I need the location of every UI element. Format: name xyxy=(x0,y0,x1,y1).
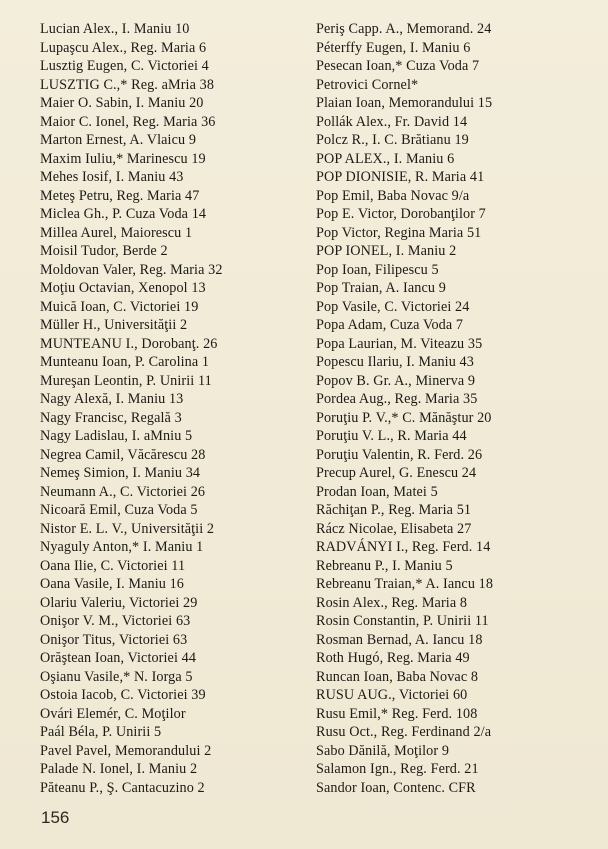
directory-entry: Petrovici Cornel* xyxy=(316,76,419,93)
directory-entry: Ostoia Iacob, C. Victoriei 39 xyxy=(40,687,206,703)
directory-entry: Maxim Iuliu,* Marinescu 19 xyxy=(40,150,206,167)
directory-entry: Nemeş Simion, I. Maniu 34 xyxy=(40,465,201,481)
directory-entry: RUSU AUG., Victoriei 60 xyxy=(316,687,468,703)
directory-entry: Maier O. Sabin, I. Maniu 20 xyxy=(40,95,204,111)
directory-entry: Rosman Bernad, A. Iancu 18 xyxy=(316,631,483,648)
directory-entry: Negrea Camil, Văcărescu 28 xyxy=(40,446,206,463)
directory-entry: Munteanu Ioan, P. Carolina 1 xyxy=(40,354,210,370)
directory-entry: Prodan Ioan, Matei 5 xyxy=(316,483,438,500)
directory-entry: RADVÁNYI I., Reg. Ferd. 14 xyxy=(316,539,491,555)
directory-entry: Lusztig Eugen, C. Victoriei 4 xyxy=(40,58,209,74)
directory-entry: Salamon Ign., Reg. Ferd. 21 xyxy=(316,761,479,777)
directory-entry: Răchiţan P., Reg. Maria 51 xyxy=(316,502,472,518)
directory-entry: Miclea Gh., P. Cuza Voda 14 xyxy=(40,206,207,222)
directory-entry: Nicoară Emil, Cuza Voda 5 xyxy=(40,502,198,518)
directory-entry: MUNTEANU I., Dorobanţ. 26 xyxy=(40,335,218,352)
directory-entry: Sabo Dănilă, Moţilor 9 xyxy=(316,742,450,759)
directory-entry: Păteanu P., Ş. Cantacuzino 2 xyxy=(40,779,205,796)
directory-entry: Maior C. Ionel, Reg. Maria 36 xyxy=(40,113,216,130)
directory-entry: Oana Ilie, C. Victoriei 11 xyxy=(40,557,186,574)
directory-entry: Moţiu Octavian, Xenopol 13 xyxy=(40,280,206,296)
directory-entry: Popov B. Gr. A., Minerva 9 xyxy=(316,372,476,389)
directory-entry: Onişor V. M., Victoriei 63 xyxy=(40,613,191,629)
directory-entry: Neumann A., C. Victoriei 26 xyxy=(40,483,206,500)
directory-entry: Pop Ioan, Filipescu 5 xyxy=(316,261,439,278)
directory-entry: Pop Traian, A. Iancu 9 xyxy=(316,280,446,296)
directory-entry: Mehes Iosif, I. Maniu 43 xyxy=(40,169,184,185)
directory-entry: Pordea Aug., Reg. Maria 35 xyxy=(316,391,478,407)
directory-entry: Pop Vasile, C. Victoriei 24 xyxy=(316,298,470,315)
directory-entry: Moldovan Valer, Reg. Maria 32 xyxy=(40,261,223,278)
right-column xyxy=(316,20,588,797)
directory-entry: Nagy Francisc, Regală 3 xyxy=(40,409,182,426)
directory-entry: Rácz Nicolae, Elisabeta 27 xyxy=(316,520,472,537)
directory-entry: Rosin Alex., Reg. Maria 8 xyxy=(316,594,468,611)
directory-entry: Nyaguly Anton,* I. Maniu 1 xyxy=(40,539,204,555)
directory-entry: Rusu Emil,* Reg. Ferd. 108 xyxy=(316,705,478,722)
directory-entry: Plaian Ioan, Memorandului 15 xyxy=(316,95,493,111)
directory-entry: Moisil Tudor, Berde 2 xyxy=(40,243,168,259)
directory-entry: Müller H., Universităţii 2 xyxy=(40,317,188,333)
directory-entry: Onişor Titus, Victoriei 63 xyxy=(40,631,188,648)
directory-entry: Olariu Valeriu, Victoriei 29 xyxy=(40,594,198,611)
directory-entry: Orăştean Ioan, Victoriei 44 xyxy=(40,650,197,666)
directory-entry: Péterffy Eugen, I. Maniu 6 xyxy=(316,39,471,56)
directory-entry: Meteş Petru, Reg. Maria 47 xyxy=(40,187,200,204)
directory-entry: Polcz R., I. C. Brătianu 19 xyxy=(316,132,469,148)
directory-entry: Rebreanu Traian,* A. Iancu 18 xyxy=(316,576,494,592)
directory-entry: POP DIONISIE, R. Maria 41 xyxy=(316,169,485,185)
directory-entry: Rusu Oct., Reg. Ferdinand 2/a xyxy=(316,724,492,740)
directory-entry: Poruţiu Valentin, R. Ferd. 26 xyxy=(316,446,483,463)
directory-entry: Oşianu Vasile,* N. Iorga 5 xyxy=(40,668,193,685)
directory-entry: Nagy Ladislau, I. aMniu 5 xyxy=(40,428,193,444)
directory-entry: Pop Emil, Baba Novac 9/a xyxy=(316,187,470,204)
directory-entry: Marton Ernest, A. Vlaicu 9 xyxy=(40,132,197,148)
directory-entry: Periş Capp. A., Memorand. 24 xyxy=(316,21,492,37)
directory-entry: Pavel Pavel, Memorandului 2 xyxy=(40,742,212,759)
directory-entry: Paál Béla, P. Unirii 5 xyxy=(40,724,162,740)
directory-entry: Mureşan Leontin, P. Unirii 11 xyxy=(40,372,212,389)
directory-entry: Roth Hugó, Reg. Maria 49 xyxy=(316,650,470,666)
directory-entry: Pollák Alex., Fr. David 14 xyxy=(316,113,468,130)
directory-entry: Ovári Elemér, C. Moţilor xyxy=(40,705,186,722)
directory-entry: Popescu Ilariu, I. Maniu 43 xyxy=(316,354,474,370)
page-number: 156 xyxy=(41,808,70,827)
directory-entry: Lucian Alex., I. Maniu 10 xyxy=(40,21,190,37)
directory-entry: POP ALEX., I. Maniu 6 xyxy=(316,150,455,167)
directory-entry: Oana Vasile, I. Maniu 16 xyxy=(40,576,184,592)
directory-entry: Pop Victor, Regina Maria 51 xyxy=(316,224,482,241)
directory-entry: Palade N. Ionel, I. Maniu 2 xyxy=(40,761,198,777)
directory-entry: Runcan Ioan, Baba Novac 8 xyxy=(316,668,479,685)
directory-entry: Pop E. Victor, Dorobanţilor 7 xyxy=(316,206,486,222)
directory-entry: LUSZTIG C.,* Reg. aMria 38 xyxy=(40,76,215,93)
directory-entry: Popa Adam, Cuza Voda 7 xyxy=(316,317,464,333)
directory-entry: Millea Aurel, Maiorescu 1 xyxy=(40,224,193,241)
directory-entry: POP IONEL, I. Maniu 2 xyxy=(316,243,457,259)
directory-entry: Nagy Alexă, I. Maniu 13 xyxy=(40,391,184,407)
directory-entry: Sandor Ioan, Contenc. CFR xyxy=(316,779,476,796)
directory-entry: Lupaşcu Alex., Reg. Maria 6 xyxy=(40,39,207,56)
directory-entry: Popa Laurian, M. Viteazu 35 xyxy=(316,335,483,352)
directory-columns xyxy=(40,20,588,797)
directory-entry: Rosin Constantin, P. Unirii 11 xyxy=(316,613,489,629)
directory-entry: Precup Aurel, G. Enescu 24 xyxy=(316,465,477,481)
directory-entry: Rebreanu P., I. Maniu 5 xyxy=(316,557,453,574)
directory-entry: Nistor E. L. V., Universităţii 2 xyxy=(40,520,215,537)
directory-entry: Muică Ioan, C. Victoriei 19 xyxy=(40,298,199,315)
left-column xyxy=(40,20,302,797)
directory-entry: Poruţiu V. L., R. Maria 44 xyxy=(316,428,467,444)
directory-entry: Pesecan Ioan,* Cuza Voda 7 xyxy=(316,58,480,74)
directory-entry: Poruţiu P. V.,* C. Mănăştur 20 xyxy=(316,409,492,426)
